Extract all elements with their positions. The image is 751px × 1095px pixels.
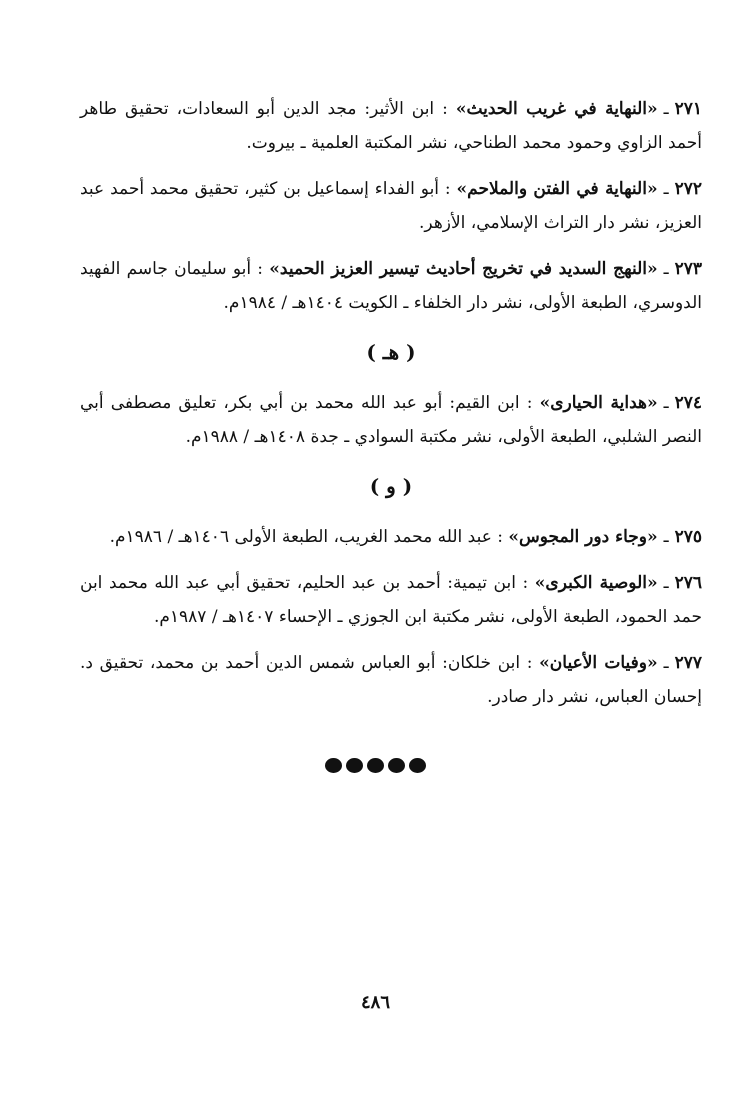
entry-number: ٢٧١	[674, 99, 702, 119]
bibliography-entry: ٢٧٢ـ«النهاية في الفتن والملاحم» : أبو الفداء إسماعيل بن كثير، تحقيق محمد أحمد عبد العزيز، نشر دار التراث الإسلامي، الأزهر.	[80, 179, 702, 233]
bibliography-entry: ٢٧٧ـ«وفيات الأعيان» : ابن خلكان: أبو العباس شمس الدين أحمد بن محمد، تحقيق د. إحسان العباس، نشر دار صادر.	[80, 653, 702, 707]
entry-text: : ابن تيمية: أحمد بن عبد الحليم، تحقيق أبي عبد الله محمد ابن حمد الحمود، الطبعة الأولى، نشر مكتبة ابن الجوزي ـ الإحساء ١٤٠٧هـ / ١٩٨٧م.	[80, 573, 702, 627]
entry-title: «وفيات الأعيان»	[539, 653, 658, 673]
entry-text: : أبو سليمان جاسم الفهيد الدوسري، الطبعة الأولى، نشر دار الخلفاء ـ الكويت ١٤٠٤هـ / ١٩٨٤م.	[80, 259, 702, 313]
entry-title: «الوصية الكبرى»	[534, 573, 658, 593]
entry-title: «هداية الحيارى»	[539, 393, 658, 413]
entry-text: : أبو الفداء إسماعيل بن كثير، تحقيق محمد أحمد عبد العزيز، نشر دار التراث الإسلامي، الأزهر.	[80, 179, 702, 233]
entry-number: ٢٧٢	[674, 179, 702, 199]
bibliography-entry: ٢٧٤ـ«هداية الحيارى» : ابن القيم: أبو عبد الله محمد بن أبي بكر، تعليق مصطفى أبي النصر الشلبي، الطبعة الأولى، نشر مكتبة السوادي ـ جدة ١٤٠٨هـ / ١٩٨٨م.	[80, 393, 703, 447]
section-heading-ha: ( هـ )	[366, 340, 416, 364]
bibliography-entry: ٢٧٣ـ«النهج السديد في تخريج أحاديث تيسير العزيز الحميد» : أبو سليمان جاسم الفهيد الدوسري، الطبعة الأولى، نشر دار الخلفاء ـ الكويت ١٤٠٤هـ / ١٩٨٤م.	[80, 259, 702, 313]
entry-text: : ابن القيم: أبو عبد الله محمد بن أبي بكر، تعليق مصطفى أبي النصر الشلبي، الطبعة الأولى، نشر مكتبة السوادي ـ جدة ١٤٠٨هـ / ١٩٨٨م.	[80, 393, 702, 447]
entry-number: ٢٧٥	[674, 527, 702, 547]
entry-number: ٢٧٦	[674, 573, 702, 593]
entry-number: ٢٧٧	[674, 653, 702, 673]
entry-text: : عبد الله محمد الغريب، الطبعة الأولى ١٤٠٦هـ / ١٩٨٦م.	[109, 527, 503, 547]
bibliography-entry: ٢٧٦ـ«الوصية الكبرى» : ابن تيمية: أحمد بن عبد الحليم، تحقيق أبي عبد الله محمد ابن حمد الحمود، الطبعة الأولى، نشر مكتبة ابن الجوزي ـ الإحساء ١٤٠٧هـ / ١٩٨٧م.	[80, 573, 702, 627]
entry-number: ٢٧٣	[674, 259, 702, 279]
entry-title: «النهاية في غريب الحديث»	[455, 99, 658, 119]
separator-dot	[367, 758, 384, 773]
separator-dot	[325, 758, 342, 773]
separator-dot	[346, 758, 363, 773]
page-number: ٤٨٦	[360, 992, 390, 1013]
bibliography-entry: ٢٧١ـ«النهاية في غريب الحديث» : ابن الأثير: مجد الدين أبو السعادات، تحقيق طاهر أحمد الزاوي وحمود محمد الطناحي، نشر المكتبة العلمية ـ بيروت.	[80, 99, 702, 153]
entry-title: «وجاء دور المجوس»	[508, 527, 658, 547]
entry-title: «النهج السديد في تخريج أحاديث تيسير العزيز الحميد»	[269, 259, 658, 279]
separator-dots	[0, 758, 751, 777]
bibliography-entry: ٢٧٥ـ«وجاء دور المجوس» : عبد الله محمد الغريب، الطبعة الأولى ١٤٠٦هـ / ١٩٨٦م.	[109, 527, 702, 547]
entry-text: : ابن خلكان: أبو العباس شمس الدين أحمد بن محمد، تحقيق د. إحسان العباس، نشر دار صادر.	[80, 653, 702, 707]
separator-dot	[388, 758, 405, 773]
entry-title: «النهاية في الفتن والملاحم»	[456, 179, 658, 199]
bibliography-list	[80, 92, 702, 726]
separator-dot	[409, 758, 426, 773]
section-heading-waw: ( و )	[369, 474, 413, 498]
entry-number: ٢٧٤	[674, 393, 703, 413]
entry-text: : ابن الأثير: مجد الدين أبو السعادات، تحقيق طاهر أحمد الزاوي وحمود محمد الطناحي، نشر المكتبة العلمية ـ بيروت.	[80, 99, 702, 153]
